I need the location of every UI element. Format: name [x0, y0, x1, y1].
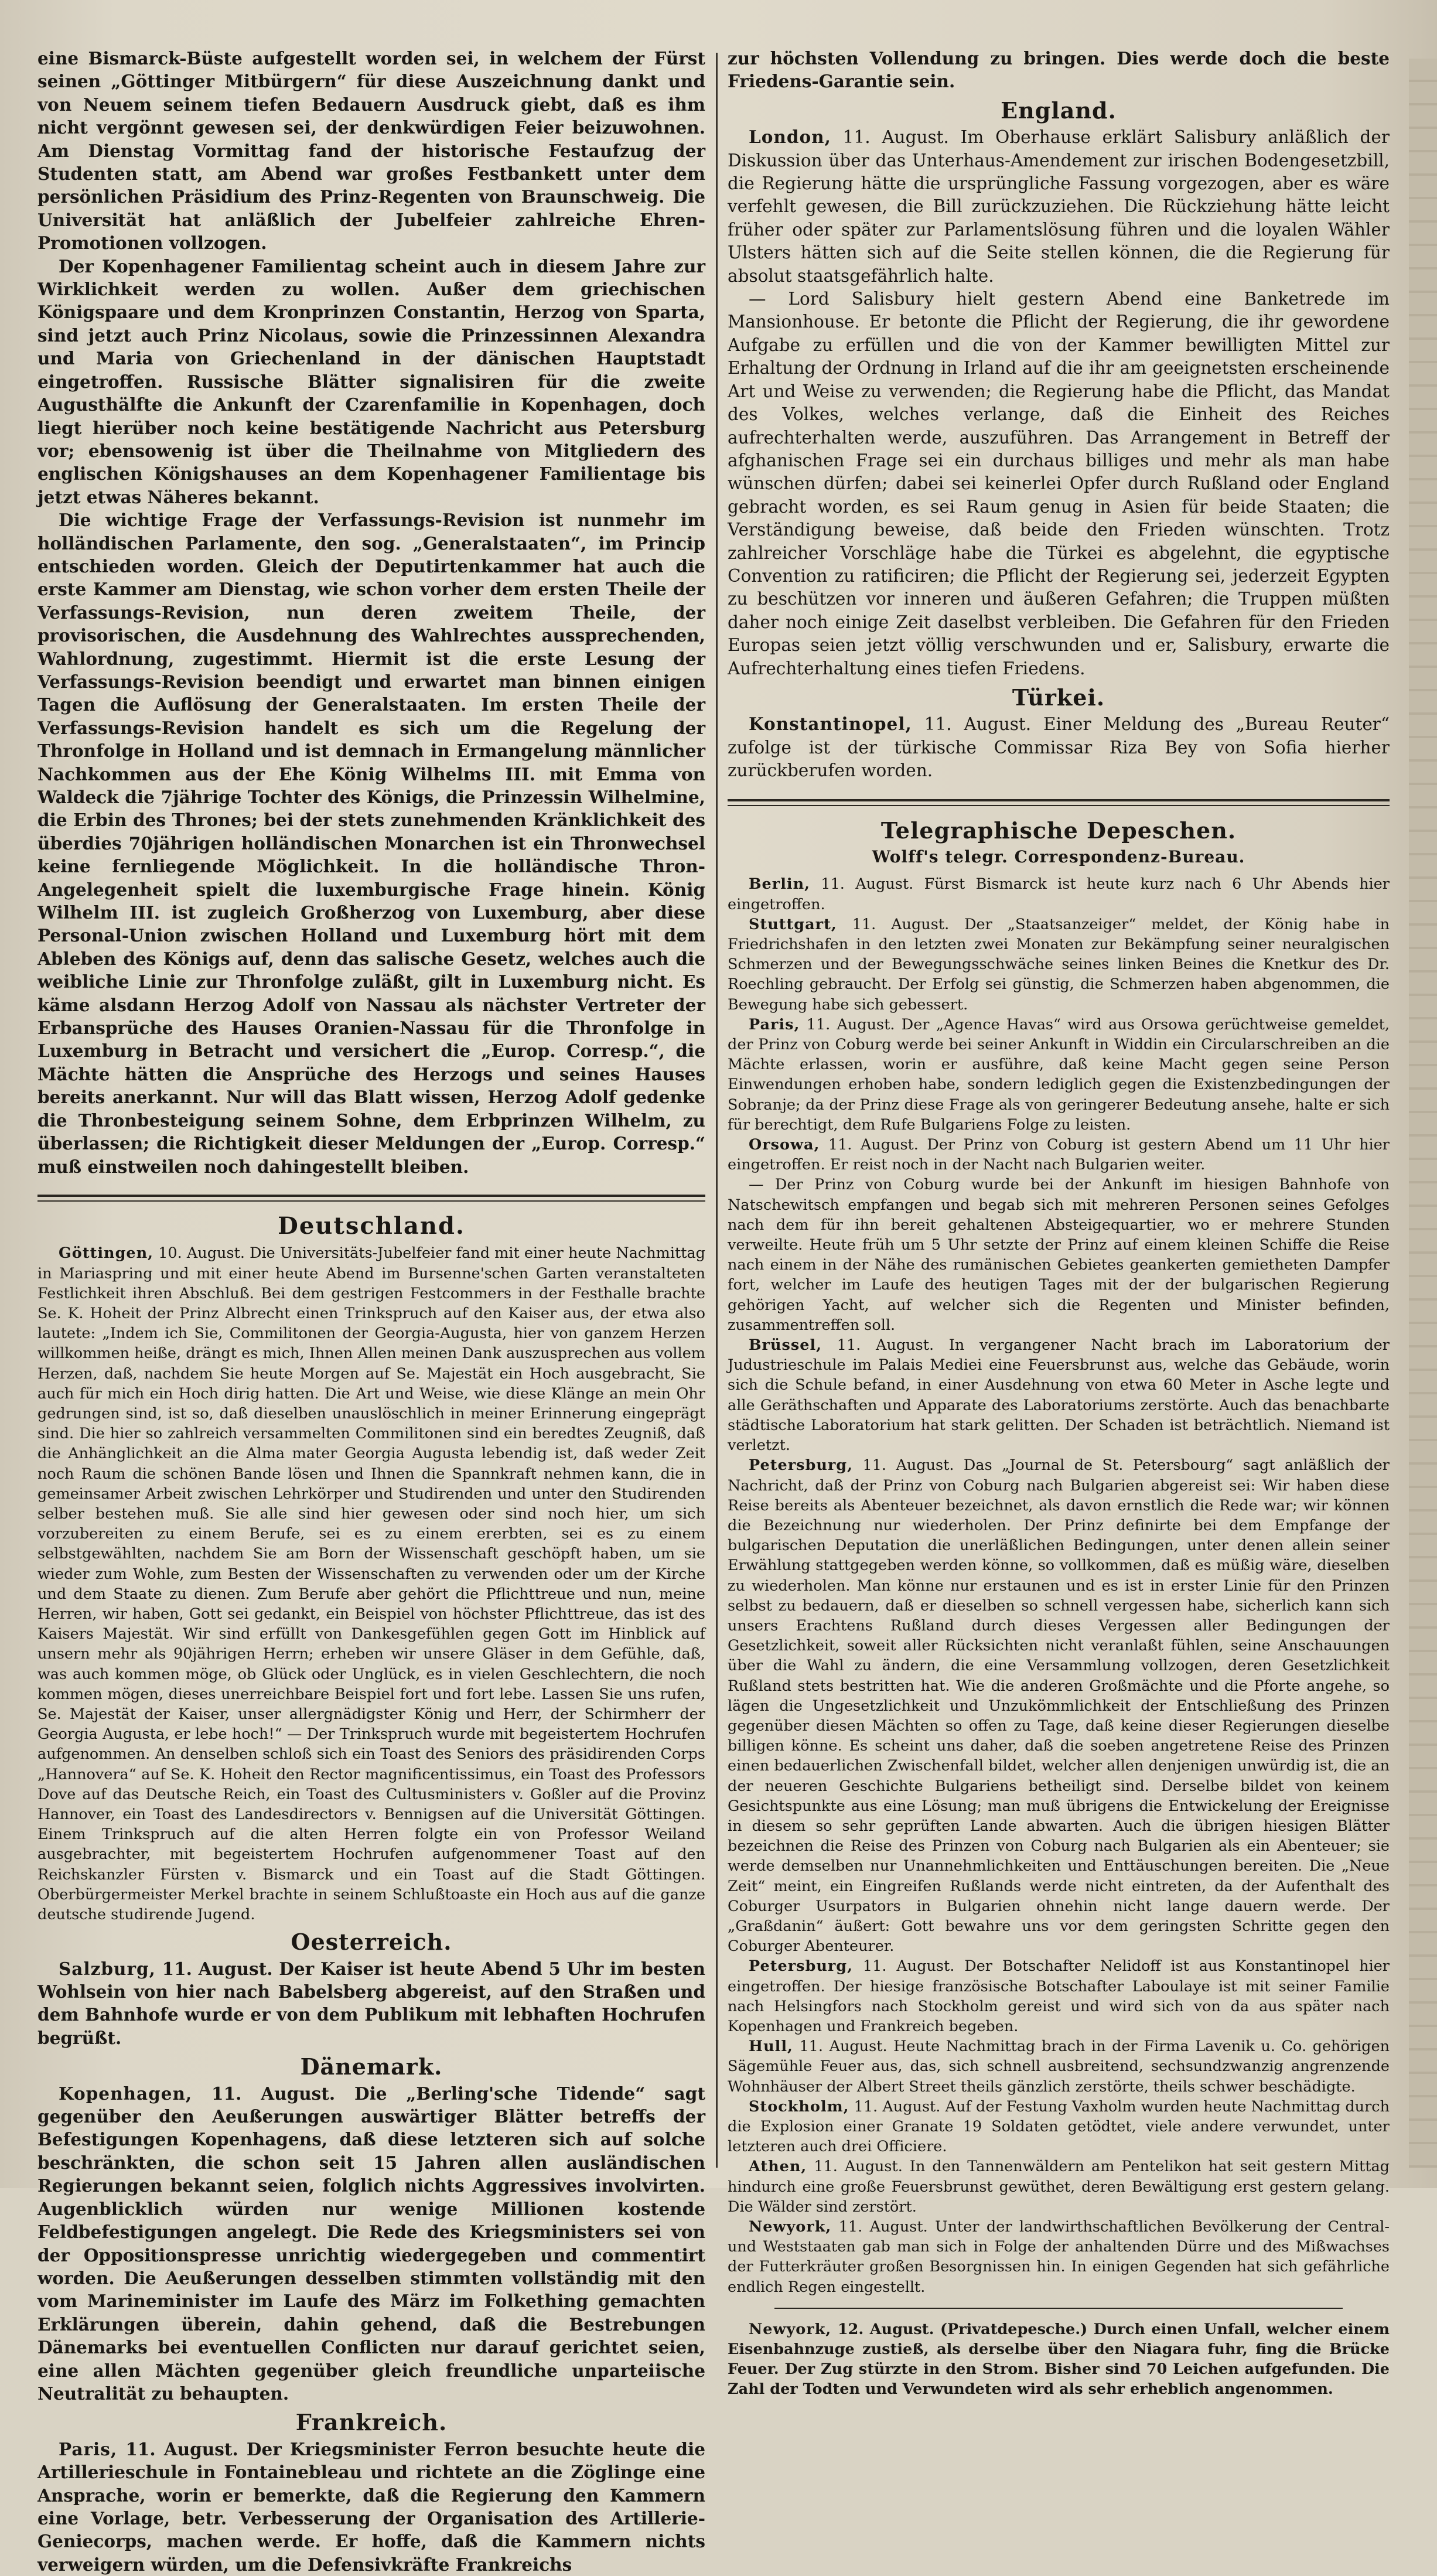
dispatch-place: Athen, [749, 2158, 807, 2176]
dispatch-text: 11. August. Der „Agence Havas“ wird aus Orsowa gerüchtweise gemeldet, der Prinz von Coburg werde bei seiner Ankunft in Widdin ein Circularschreiben an die Mächte erlassen, worin er ausführe, daß keine Macht gegen seine Person Einwendungen erhoben habe, sondern lediglich gegen die Existenzbedingungen der Sobranje; da der Prinz diese Frage als von geringerer Bedeutung ansehe, halte er sich für berechtigt, dem Rufe Bulgariens Folge zu leisten. [728, 1015, 1390, 1134]
column-divider [716, 53, 718, 2168]
dispatch-item [728, 1455, 1390, 1956]
dispatch-place: Stuttgart, [749, 915, 837, 933]
dispatch-rule [774, 2308, 1343, 2309]
article-kopenhagen-familientag: Der Kopenhagener Familientag scheint auch in diesem Jahre zur Wirklichkeit werden zu wollen. Außer dem griechischen Königspaare und dem Kronprinzen Constantin, Herzog von Sparta, sind jetzt auch Prinz Nicolaus, sowie die Prinzessinnen Alexandra und Maria von Griechenland in der dänischen Hauptstadt eingetroffen. Russische Blätter signalisiren für die zweite Augusthälfte die Ankunft der Czarenfamilie in Kopenhagen, doch liegt hierüber noch keine bestätigende Nachricht aus Petersburg vor; ebensowenig ist über die Theilnahme von Mitgliedern des englischen Königshauses an dem Kopenhagener Familientage bis jetzt etwas Näheres bekannt. [37, 255, 705, 507]
adjacent-page-edge [1409, 59, 1437, 2168]
place-goettingen: Göttingen, [59, 1244, 154, 1263]
dispatch-place: Petersburg, [749, 1957, 854, 1975]
article-verfassungs-revision: Die wichtige Frage der Verfassungs-Revision ist nunmehr im holländischen Parlamente, den sog. „Generalstaaten“, im Princip entschieden worden. Gleich der Deputirtenkammer hat auch die erste Kammer am Dienstag, wie schon vorher dem ersten Theile der Verfassungs-Revision, nun deren zweitem Theile, der provisorischen, die Ausdehnung des Wahlrechtes aussprechenden, Wahlordnung, zugestimmt. Hiermit ist die erste Lesung der Verfassungs-Revision beendigt und erwartet man binnen einigen Tagen die Auflösung der Generalstaaten. Im ersten Theile der Verfassungs-Revision handelt es sich um die Regelung der Thronfolge in Holland und ist demnach in Ermangelung männlicher Nachkommen aus der Ehe König Wilhelms III. mit Emma von Waldeck die 7jährige Tochter des Königs, die Prinzessin Wilhelmine, die Erbin des Thrones; bei der stets zunehmenden Kränklichkeit des überdies 70jährigen holländischen Monarchen ist ein Thronwechsel keine fernliegende Möglichkeit. In die holländische Thron-Angelegenheit spielt die luxemburgische Frage hinein. König Wilhelm III. ist zugleich Großherzog von Luxemburg, aber diese Personal-Union zwischen Holland und Luxemburg hört mit dem Ableben des Königs auf, denn das salische Gesetz, welches auch die weibliche Linie zur Thronfolge zuläßt, gilt in Luxemburg nicht. Es käme alsdann Herzog Adolf von Nassau als nächster Vertreter der Erbansprüche des Hauses Oranien-Nassau für die Thronfolge in Luxemburg in Betracht und versichert die „Europ. Corresp.“, die Mächte hätten die Ansprüche des Herzogs und seines Hauses bereits anerkannt. Nur will das Blatt wissen, Herzog Adolf gedenke die Thronbesteigung seinem Sohne, dem Erbprinzen Wilhelm, zu überlassen; die Richtigkeit dieser Meldungen der „Europ. Corresp.“ muß einstweilen noch dahingestellt bleiben. [37, 510, 705, 1177]
dispatch-place: Petersburg, [749, 1456, 854, 1475]
heading-oesterreich: Oesterreich. [291, 1929, 452, 1956]
dispatch-place: Orsowa, [749, 1136, 820, 1154]
article-goettingen: Göttingen, 10. August. Die Universitäts-Jubelfeier fand mit einer heute Nachmittag in Mariaspring und mit einer heute Abend im Bursenne'schen Garten veranstalteten Festlichkeit ihren Abschluß. Bei dem gestrigen Festcommers in der Festhalle brachte Se. K. Hoheit der Prinz Albrecht einen Trinkspruch auf den Kaiser aus, der etwa also lautete: „Indem ich Sie, Commilitonen der Georgia-Augusta, hier von ganzem Herzen willkommen heiße, drängt es mich, Ihnen Allen meinen Dank auszusprechen aus vollem Herzen, daß, nachdem Sie heute Morgen auf Se. Majestät ein Hoch ausgebracht, Sie auch für mich ein Hoch dirig hatten. Die Art und Weise, wie diese Klänge an mein Ohr gedrungen sind, ist so, daß dieselben unauslöschlich in meiner Erinnerung eingeprägt sind. Die hier so zahlreich versammelten Commilitonen sind ein beredtes Zeugniß, daß die Anhänglichkeit an die Alma mater Georgia Augusta lebendig ist, daß weder Zeit noch Raum die schönen Bande lösen und Ihnen die Spannkraft nehmen kann, die in gemeinsamer Arbeit zwischen Lehrkörper und Studirenden und unter den Studirenden selber bestehen muß. Sie alle sind hier gewesen oder sind noch hier, um sich vorzubereiten zu einem Berufe, sei es zu einem ererbten, sei es zu einem selbstgewählten, nachdem Sie am Born der Wissenschaft geschöpft haben, um sie wieder zum Wohle, zum Besten der Wissenschaften zu verwenden oder um der Kirche und dem Staate zu dienen. Zum Berufe aber gehört die Pflichttreue und nun, meine Herren, wir haben, Gott sei gedankt, ein Beispiel von höchster Pflichttreue, das ist des Kaisers Majestät. Wir sind erfüllt von Dankesgefühlen gegen Gott im Hinblick auf unsern mehr als 90jährigen Herrn; erheben wir unsere Gläser in dem Gefühle, daß, was auch kommen möge, ob Glück oder Unglück, es in vielen Geschlechtern, die noch kommen mögen, dieses unerreichbare Beispiel fort und fort lebe. Lassen Sie uns rufen, Se. Majestät der Kaiser, unser allergnädigster König und Herr, der Schirmherr der Georgia Augusta, er lebe hoch!“ — Der Trinkspruch wurde mit begeistertem Hochrufen aufgenommen. An denselben schloß sich ein Toast des Seniors des präsidirenden Corps „Hannovera“ auf Se. K. Hoheit den Rector magnificentissimus, ein Toast des Professors Dove auf das Deutsche Reich, ein Toast des Cultusministers v. Goßler auf die Provinz Hannover, ein Toast des Landesdirectors v. Bennigsen auf die Universität Göttingen. Einem Trinkspruch auf die alten Herren folgte ein von Professor Weiland ausgebrachter, mit begeistertem Hochrufen aufgenommener Toast auf den Reichskanzler Fürsten v. Bismarck und ein Toast auf die Stadt Göttingen. Oberbürgermeister Merkel brachte in seinem Schlußtoaste ein Hoch aus auf die ganze deutsche studirende Jugend. [37, 1244, 705, 1924]
dispatch-item [728, 1135, 1390, 1175]
dispatch-text: 11. August. Das „Journal de St. Petersbourg“ sagt anläßlich der Nachricht, daß der Prinz von Coburg nach Bulgarien abgereist sei: Wir haben diese Reise bereits als Abenteuer bezeichnet, als davon ernstlich die Rede war; wir können die Bezeichnung nur wiederholen. Der Prinz definirte bei dem Empfange der bulgarischen Deputation die unerläßlichen Bedingungen, unter denen allein seiner Erwählung stattgegeben werden könne, so vollkommen, daß es müßig wäre, dieselben zu wiederholen. Man könne nur erstaunen und es ist in erster Linie für den Prinzen selbst zu bedauern, daß er dieselben so schnell vergessen habe, sicherlich kann sich unsers Erachtens Rußland durch dieses Vergessen aller Bedingungen der Gesetzlichkeit, soweit aller Rücksichten nicht veranlaßt fühlen, seine Anschauungen über die Wahl zu ändern, die eine Versammlung vollzogen, deren Gesetzlichkeit Rußland stets bestritten hat. Wie die anderen Großmächte und die Pforte angehe, so lägen die Ungesetzlichkeit und Unzukömmlichkeit der Entschließung des Prinzen gegenüber diesen Mächten so offen zu Tage, daß keine dieser Regierungen dieselbe billigen könne. Es scheint uns daher, daß die soeben angetretene Reise des Prinzen einen bedauerlichen Zwischenfall bildet, welcher allen denjenigen unwürdig ist, die an der neueren Geschichte Bulgariens betheiligt sind. Derselbe bildet von keinem Gesichtspunkte aus eine Lösung; man muß übrigens die Entwickelung der Ereignisse in diesem so sehr geprüften Lande abwarten. Auch die übrigen hiesigen Blätter bezeichnen die Reise des Prinzen von Coburg nach Bulgarien als ein Abenteuer; sie werde demselben nur Unannehmlichkeiten und Enttäuschungen bereiten. Die „Neue Zeit“ meint, ein Eingreifen Rußlands werde nicht eintreten, da der Aufenthalt des Coburger Usurpators in Bulgarien ohnehin nicht lange dauern werde. Der „Graßdanin“ äußert: Gott bewahre uns vor dem geringsten Schritte gegen den Coburger Abenteurer. [728, 1456, 1390, 1956]
place-salzburg: Salzburg, [59, 1958, 156, 1979]
heading-tuerkei: Türkei. [1012, 684, 1105, 711]
place-london: London, [749, 127, 831, 148]
dispatch-text: 11. August. Der Prinz von Coburg ist gestern Abend um 11 Uhr hier eingetroffen. Er reist noch in der Nacht nach Bulgarien weiter. [728, 1136, 1390, 1174]
left-column [37, 47, 705, 2576]
dispatch-item [728, 2036, 1390, 2097]
article-london-banket: — Lord Salisbury hielt gestern Abend eine Banketrede im Mansionhouse. Er betonte die Pflicht der Regierung, die ihr gewordene Aufgabe zu erfüllen und die von der Kammer bewilligten Mittel zur Erhaltung der Ordnung in Irland auf die ihr am geeignetsten erscheinende Art und Weise zu verwenden; die Regierung habe die Pflicht, das Mandat des Volkes, welches verlange, daß die Einheit des Reiches aufrechterhalten werde, auszuführen. Das Arrangement in Betreff der afghanischen Frage sei ein durchaus billiges und mehr als man habe wünschen dürfen; dabei sei keinerlei Opfer durch Rußland oder England gebracht worden, es sei Raum genug in Asien für beide Staaten; die Verständigung beweise, daß beide den Frieden wünschten. Trotz zahlreicher Vorschläge habe die Türkei es abgelehnt, die egyptische Convention zu ratificiren; die Pflicht der Regierung sei, jederzeit Egypten zu beschützen vor inneren und äußeren Gefahren; die Truppen müßten daher noch einige Zeit daselbst verbleiben. Die Gefahren für den Frieden Europas seien jetzt völlig verschwunden und er, Salisbury, erwarte die Aufrechterhaltung eines tiefen Friedens. [728, 289, 1390, 678]
heading-telegraphische-depeschen: Telegraphische Depeschen. [880, 817, 1237, 844]
dispatch-place: Berlin, [749, 875, 811, 893]
dispatch-item [728, 2157, 1390, 2217]
dispatch-item [728, 1956, 1390, 2036]
dispatch-place: Paris, [749, 1015, 800, 1033]
article-goettingen-cont: eine Bismarck-Büste aufgestellt worden sei, in welchem der Fürst seinen „Göttinger Mitbürgern“ für diese Auszeichnung dankt und von Neuem seinem tiefen Bedauern Ausdruck giebt, daß es ihm nicht vergönnt gewesen sei, der denkwürdigen Feier beizuwohnen. Am Dienstag Vormittag fand der historische Festaufzug der Studenten statt, am Abend war großes Festbankett unter dem persönlichen Präsidium des Prinz-Regenten von Braunschweig. Die Universität hat anläßlich der Jubelfeier zahlreiche Ehren-Promotionen vollzogen. [37, 48, 705, 254]
dispatch-text: 11. August. Der Botschafter Nelidoff ist aus Konstantinopel hier eingetroffen. Der hiesige französische Botschafter Laboulaye ist mit seiner Familie nach Helsingfors nach Stockholm gereist und wird sich von da aus später nach Kopenhagen und Frankreich begeben. [728, 1957, 1390, 2035]
dispatch-item [728, 2217, 1390, 2297]
dispatch-text: 11. August. Fürst Bismarck ist heute kurz nach 6 Uhr Abends hier eingetroffen. [728, 875, 1390, 913]
article-kopenhagen: Kopenhagen, 11. August. Die „Berling'sche Tidende“ sagt gegenüber den Aeußerungen auswärtiger Blätter betreffs der Befestigungen Kopenhagens, daß diese letzteren sich auf solche beschränkten, die schon seit 15 Jahren allen ausländischen Regierungen bekannt seien, folglich nichts Aggressives involvirten. Augenblicklich würden nur wenige Millionen kostende Feldbefestigungen angelegt. Die Rede des Kriegsministers sei von der Oppositionspresse unrichtig wiedergegeben und commentirt worden. Die Aeußerungen desselben stimmten vollständig mit den vom Marineminister im Laufe des März im Folkething gemachten Erklärungen überein, dahin gehend, daß die Bestrebungen Dänemarks bei eventuellen Conflicten nur darauf gerichtet seien, eine allen Mächten gegenüber gleich freundliche unparteiische Neutralität zu behaupten. [37, 2083, 705, 2404]
section-rule [37, 1195, 705, 1202]
dispatch-text: 11. August. In vergangener Nacht brach im Laboratorium der Judustrieschule im Palais Mediei eine Feuersbrunst aus, welche das Gebäude, worin sich die Schule befand, in einer Ausdehnung von etwa 60 Meter in Asche legte und alle Geräthschaften und Apparate des Laboratoriums zerstörte. Auch das benachbarte städtische Laboratorium hat stark gelitten. Der Schaden ist beträchtlich. Niemand ist verletzt. [728, 1336, 1390, 1455]
dispatch-place: Hull, [749, 2038, 793, 2056]
dispatch-item [728, 2097, 1390, 2157]
dispatch-item [728, 1335, 1390, 1455]
place-konstantinopel: Konstantinopel, [749, 714, 912, 735]
dispatch-item [728, 874, 1390, 914]
article-salzburg: Salzburg, 11. August. Der Kaiser ist heute Abend 5 Uhr im besten Wohlsein von hier nach Babelsberg abgereist, auf den Straßen und dem Bahnhofe wurde er von dem Publikum mit lebhaften Hochrufen begrüßt. [37, 1958, 705, 2048]
heading-england: England. [1001, 97, 1117, 124]
dispatch-text: 11. August. Der „Staatsanzeiger“ meldet, der König habe in Friedrichshafen in den letzten zwei Monaten zur Bekämpfung seiner neuralgischen Schmerzen und der Bewegungsschwäche seines linken Beines die Knetkur des Dr. Roechling gebraucht. Der Erfolg sei günstig, die Schmerzen haben abgenommen, die Bewegung habe sich gebessert. [728, 915, 1390, 1014]
subheading-wolff-bureau: Wolff's telegr. Correspondenz-Bureau. [872, 847, 1245, 866]
dispatch-place: Brüssel, [749, 1336, 822, 1354]
heading-daenemark: Dänemark. [300, 2053, 443, 2080]
place-newyork: Newyork, [749, 2320, 832, 2338]
dispatch-item [728, 915, 1390, 1015]
right-column [728, 47, 1390, 2400]
dispatch-text: 11. August. Heute Nachmittag brach in der Firma Lavenik u. Co. gehörigen Sägemühle Feuer aus, das, sich schnell ausbreitend, sechsundzwanzig angrenzende Wohnhäuser der Albert Street theils gänzlich zerstörte, theils schwer beschädigte. [728, 2038, 1390, 2096]
article-konstantinopel: Konstantinopel, 11. August. Einer Meldung des „Bureau Reuter“ zufolge ist der türkische Commissar Riza Bey von Sofia hierher zurückberufen worden. [728, 714, 1390, 781]
article-paris: Paris, 11. August. Der Kriegsminister Ferron besuchte heute die Artillerieschule in Fontainebleau und richtete an die Zöglinge eine Ansprache, worin er bemerkte, daß die Regierung den Kammern eine Vorlage, betr. Verbesserung der Organisation des Artillerie-Geniecorps, machen werde. Er hoffe, daß die Kammern nichts verweigern würden, um die Defensivkräfte Frankreichs [37, 2438, 705, 2575]
heading-deutschland: Deutschland. [278, 1212, 465, 1240]
dispatch-text: — Der Prinz von Coburg wurde bei der Ankunft im hiesigen Bahnhofe von Natschewitsch empfangen und begab sich mit mehreren Personen seines Gefolges nach dem für ihn bereit gehaltenen Absteigequartier, wo er mehrere Stunden verweilte. Heute früh um 5 Uhr setzte der Prinz auf einem kleinen Schiffe die Reise nach einem in der Nähe des rumänischen Gebietes geankerten gemietheten Dampfer fort, welcher im Laufe des heutigen Tages mit der der bulgarischen Regierung gehörigen Yacht, auf welcher sich die Regenten und Minister befinden, zusammentreffen soll. [728, 1176, 1390, 1334]
place-kopenhagen: Kopenhagen, [59, 2083, 193, 2104]
section-rule [728, 799, 1390, 806]
heading-frankreich: Frankreich. [295, 2409, 448, 2436]
dispatch-place: Stockholm, [749, 2097, 849, 2116]
dispatch-item [728, 1175, 1390, 1335]
dispatch-place: Newyork, [749, 2218, 832, 2236]
dispatch-text: 11. August. Auf der Festung Vaxholm wurden heute Nachmittag durch die Explosion einer Granate 19 Soldaten getödtet, viele andere verwundet, unter letzteren auch drei Officiere. [728, 2097, 1390, 2156]
place-paris: Paris, [59, 2438, 118, 2459]
dispatch-text: 11. August. Unter der landwirthschaftlichen Bevölkerung der Central- und Weststaaten gab man sich in Folge der anhaltenden Dürre und des Mißwachses der Futterkräuter großen Besorgnissen hin. In einigen Gegenden hat sich gefährliche endlich Regen eingestellt. [728, 2218, 1390, 2296]
article-paris-cont: zur höchsten Vollendung zu bringen. Dies werde doch die beste Friedens-Garantie sein. [728, 48, 1390, 92]
dispatch-list [728, 874, 1390, 2297]
article-london: London, 11. August. Im Oberhause erklärt Salisbury anläßlich der Diskussion über das Unterhaus-Amendement zur irischen Bodengesetzbill, die Regierung hätte die ursprüngliche Fassung vorgezogen, aber es wäre verfehlt gewesen, die Bill zurückzuziehen. Die Rückziehung hätte leicht früher oder später zur Parlamentslösung führen und die loyalen Wähler Ulsters hätten sich auf die Seite stellen können, die die Regierung für absolut staatsgefährlich halte. [728, 127, 1390, 286]
dispatch-text: 11. August. In den Tannenwäldern am Pentelikon hat seit gestern Mittag hindurch eine große Feuersbrunst gewüthet, deren Bewältigung erst gestern gelang. Die Wälder sind zerstört. [728, 2158, 1390, 2216]
dispatch-item [728, 1015, 1390, 1135]
dispatch-newyork-private: Newyork, 12. August. (Privatdepesche.) Durch einen Unfall, welcher einem Eisenbahnzuge zustieß, als derselbe über den Niagara fuhr, fing die Brücke Feuer. Der Zug stürzte in den Strom. Bisher sind 70 Leichen aufgefunden. Die Zahl der Todten und Verwundeten wird als sehr erheblich angenommen. [728, 2320, 1390, 2398]
